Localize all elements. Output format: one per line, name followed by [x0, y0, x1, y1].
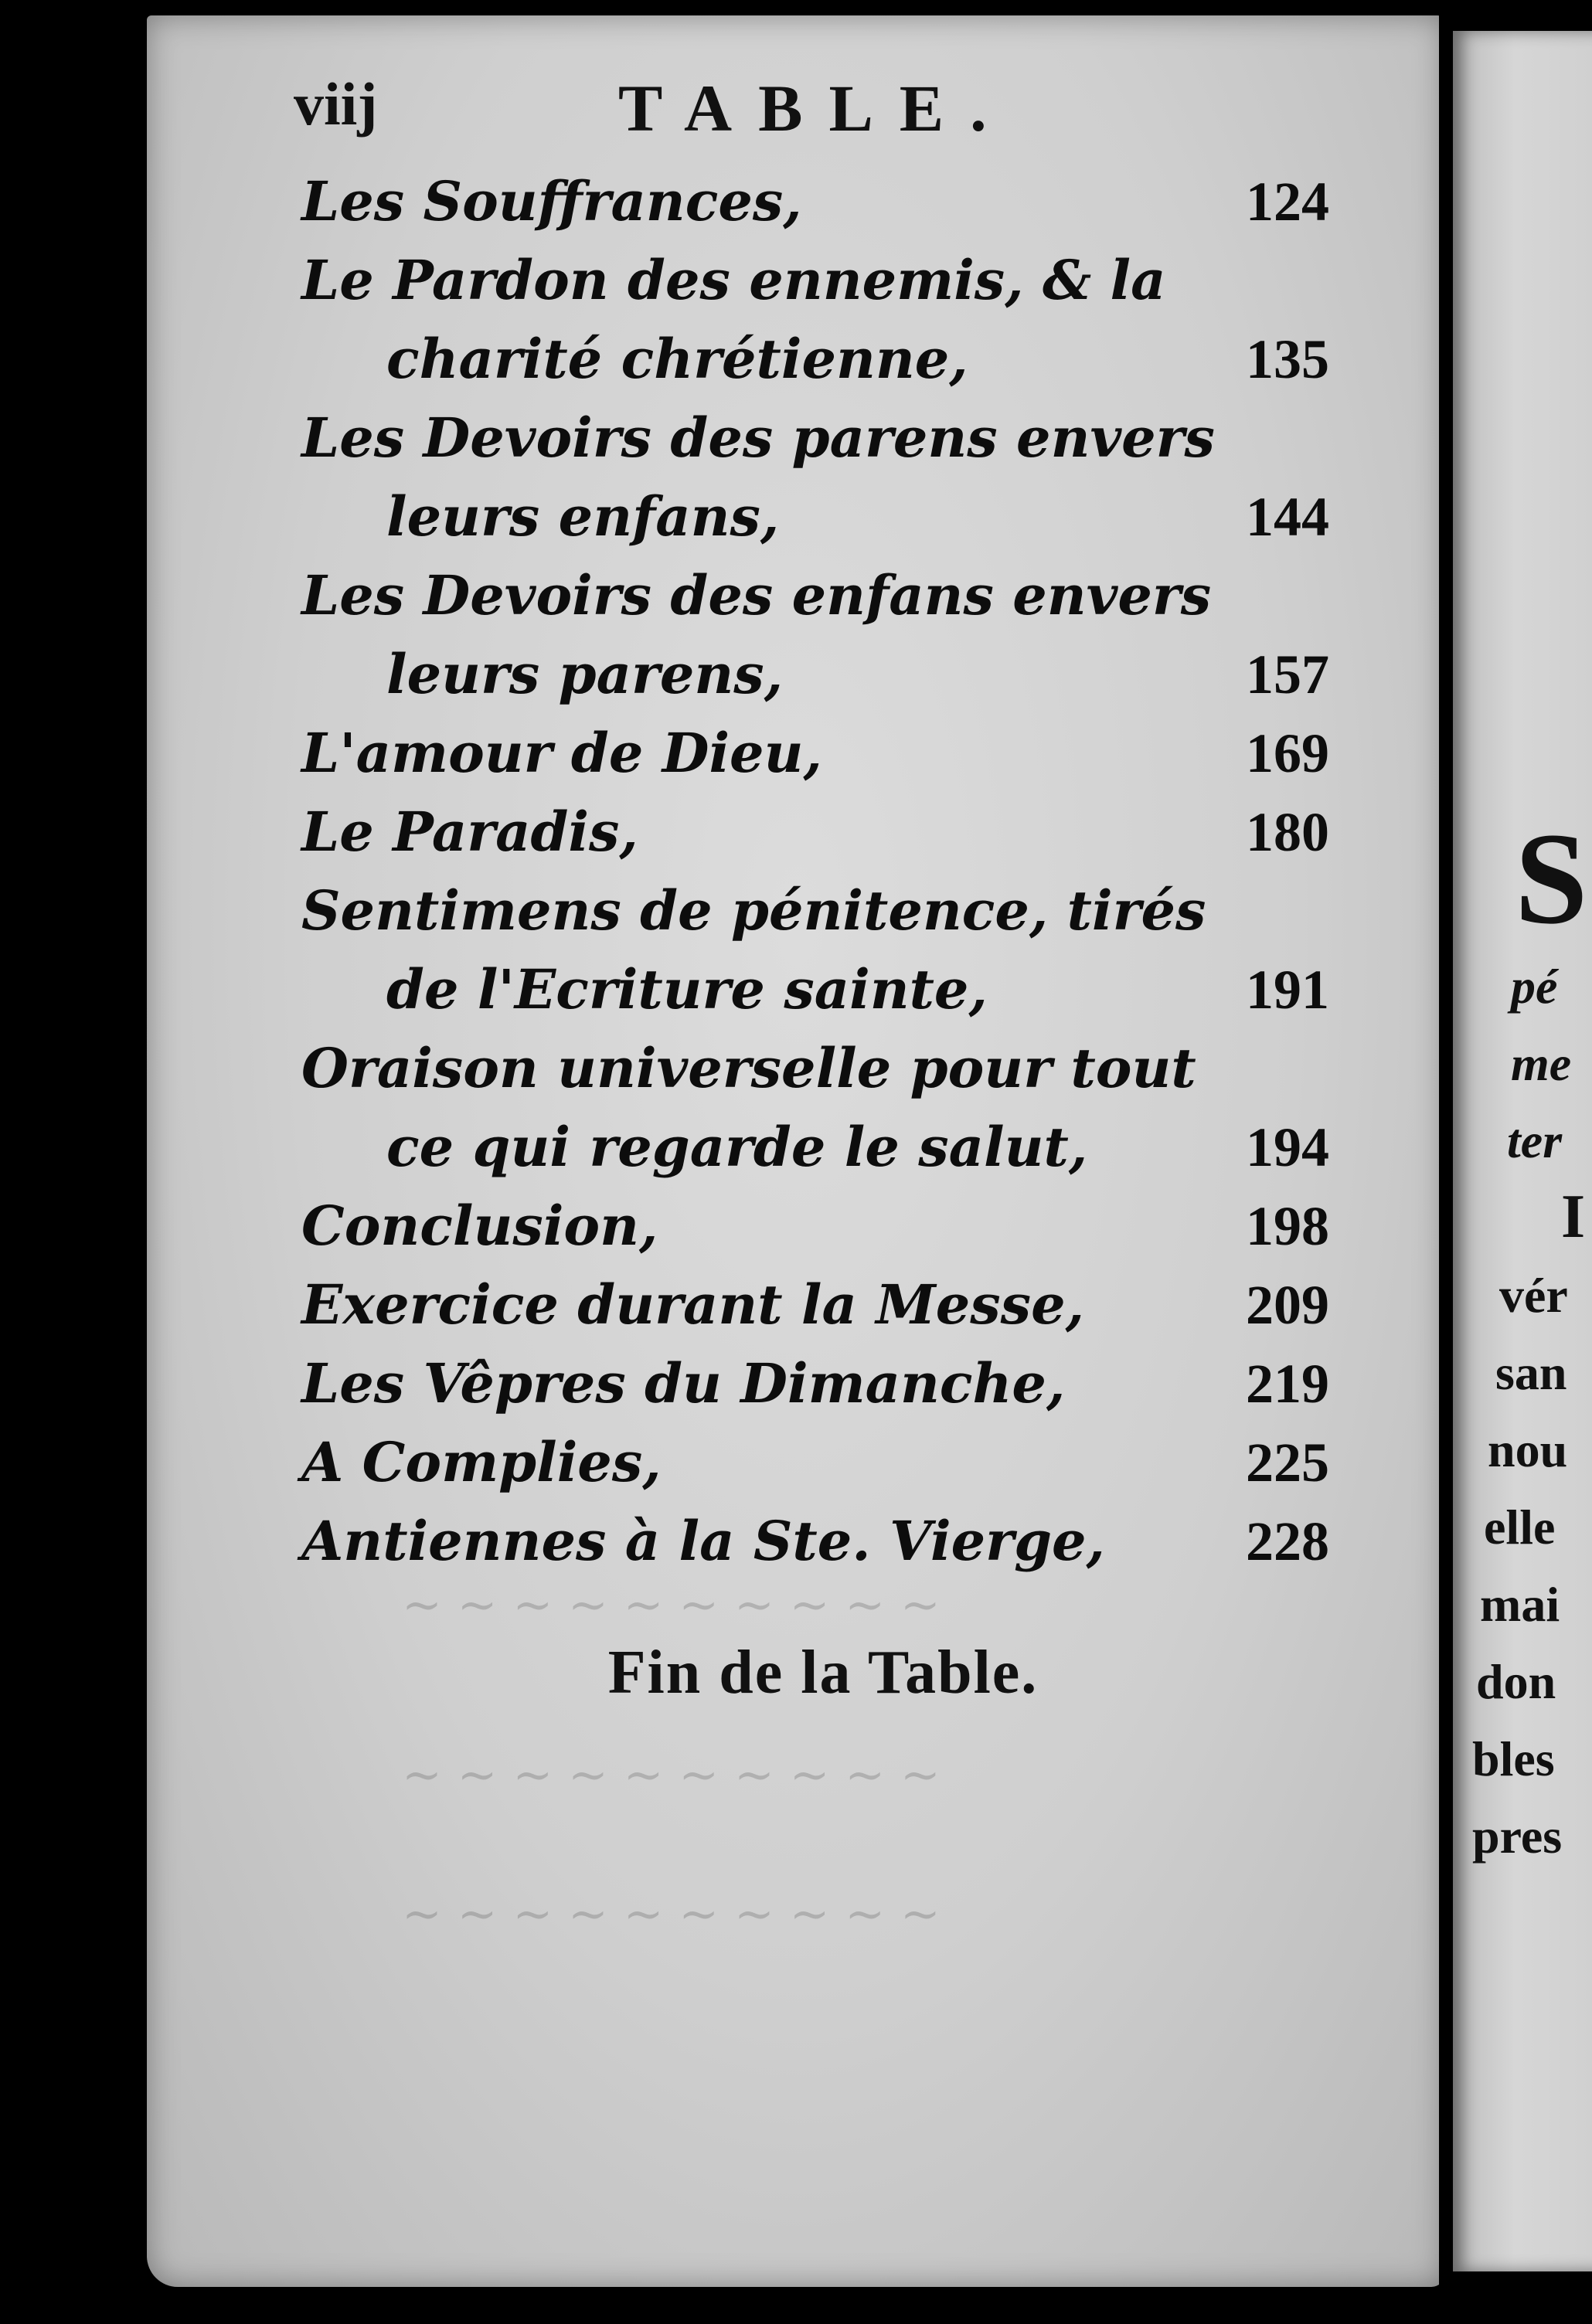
- show-through: ~ ~ ~ ~ ~ ~ ~ ~ ~ ~: [402, 1746, 941, 1802]
- toc-page-number: 169: [1246, 722, 1329, 784]
- toc-entry-continuation: ce qui regarde le salut, 194: [301, 1108, 1345, 1187]
- toc-entry-title: Oraison universelle pour tout: [301, 1036, 1196, 1100]
- toc-page-number: 191: [1246, 959, 1329, 1021]
- toc-entry: [301, 793, 1345, 872]
- toc-entry-continuation: charité chrétienne, 135: [301, 320, 1345, 399]
- toc-entry-title: Conclusion, 198: [301, 1187, 1345, 1266]
- toc-entry-continuation: de l'Ecriture sainte, 191: [301, 950, 1345, 1029]
- toc-page-number: 157: [1246, 644, 1329, 705]
- toc-entry-title: Le Paradis, 180: [301, 793, 1345, 872]
- right-page-fragment: me: [1511, 1036, 1572, 1091]
- page-folio: viij: [294, 70, 378, 138]
- toc-entry: [301, 241, 1345, 399]
- toc-entry-continuation: leurs parens, 157: [301, 635, 1345, 714]
- toc-entry-title: Le Pardon des ennemis, & la: [301, 248, 1166, 312]
- right-page-fragment: vér: [1499, 1268, 1568, 1323]
- right-page-fragment: elle: [1484, 1500, 1556, 1554]
- right-page-fragment: I: [1561, 1183, 1586, 1251]
- right-page-fragment: S: [1515, 806, 1588, 951]
- toc-entry: [301, 1502, 1345, 1581]
- toc-page-number: 198: [1246, 1195, 1329, 1257]
- page-title: TABLE.: [618, 71, 1013, 145]
- toc-entry-continuation: leurs enfans, 144: [301, 477, 1345, 556]
- toc-page-number: 135: [1246, 328, 1329, 390]
- toc-entry-title: Exercice durant la Messe, 209: [301, 1266, 1345, 1344]
- toc-entry: [301, 399, 1345, 556]
- right-page-fragment: ter: [1507, 1113, 1563, 1168]
- right-page-fragment: mai: [1480, 1577, 1560, 1632]
- toc-page-number: 209: [1246, 1274, 1329, 1336]
- table-of-contents: [301, 162, 1345, 1581]
- show-through: ~ ~ ~ ~ ~ ~ ~ ~ ~ ~: [402, 1576, 941, 1633]
- toc-entry-title: Les Devoirs des enfans envers: [301, 563, 1212, 627]
- right-page-fragment: don: [1476, 1654, 1556, 1709]
- toc-entry: [301, 556, 1345, 714]
- toc-entry: [301, 714, 1345, 793]
- toc-entry-title: Sentimens de pénitence, tirés: [301, 878, 1206, 943]
- toc-entry: [301, 1029, 1345, 1187]
- toc-entry-title: Antiennes à la Ste. Vierge, 228: [301, 1502, 1345, 1581]
- right-page-fragment: pé: [1511, 959, 1558, 1014]
- toc-entry: [301, 1187, 1345, 1266]
- end-of-table: Fin de la Table.: [607, 1639, 1039, 1707]
- toc-page-number: 194: [1246, 1116, 1329, 1178]
- toc-page-number: 144: [1246, 486, 1329, 548]
- toc-entry-title: L'amour de Dieu, 169: [301, 714, 1345, 793]
- toc-entry-title: Les Devoirs des parens envers: [301, 406, 1215, 470]
- toc-entry: [301, 872, 1345, 1029]
- page-header: [294, 70, 1314, 155]
- toc-page-number: 225: [1246, 1432, 1329, 1493]
- right-page-fragment: bles: [1472, 1731, 1555, 1786]
- toc-page-number: 180: [1246, 801, 1329, 863]
- right-page-fragment: pres: [1472, 1809, 1563, 1864]
- toc-page-number: 228: [1246, 1510, 1329, 1572]
- toc-entry: [301, 1266, 1345, 1344]
- toc-entry: [301, 162, 1345, 241]
- toc-entry: [301, 1423, 1345, 1502]
- toc-entry-title: Les Vêpres du Dimanche, 219: [301, 1344, 1345, 1423]
- right-page-fragment: san: [1495, 1345, 1567, 1400]
- show-through: ~ ~ ~ ~ ~ ~ ~ ~ ~ ~: [402, 1885, 941, 1942]
- toc-page-number: 124: [1246, 171, 1329, 233]
- toc-entry-title: Les Souffrances, 124: [301, 162, 1345, 241]
- toc-entry: [301, 1344, 1345, 1423]
- toc-entry-title: A Complies, 225: [301, 1423, 1345, 1502]
- right-page-fragment: nou: [1488, 1422, 1568, 1477]
- toc-page-number: 219: [1246, 1353, 1329, 1415]
